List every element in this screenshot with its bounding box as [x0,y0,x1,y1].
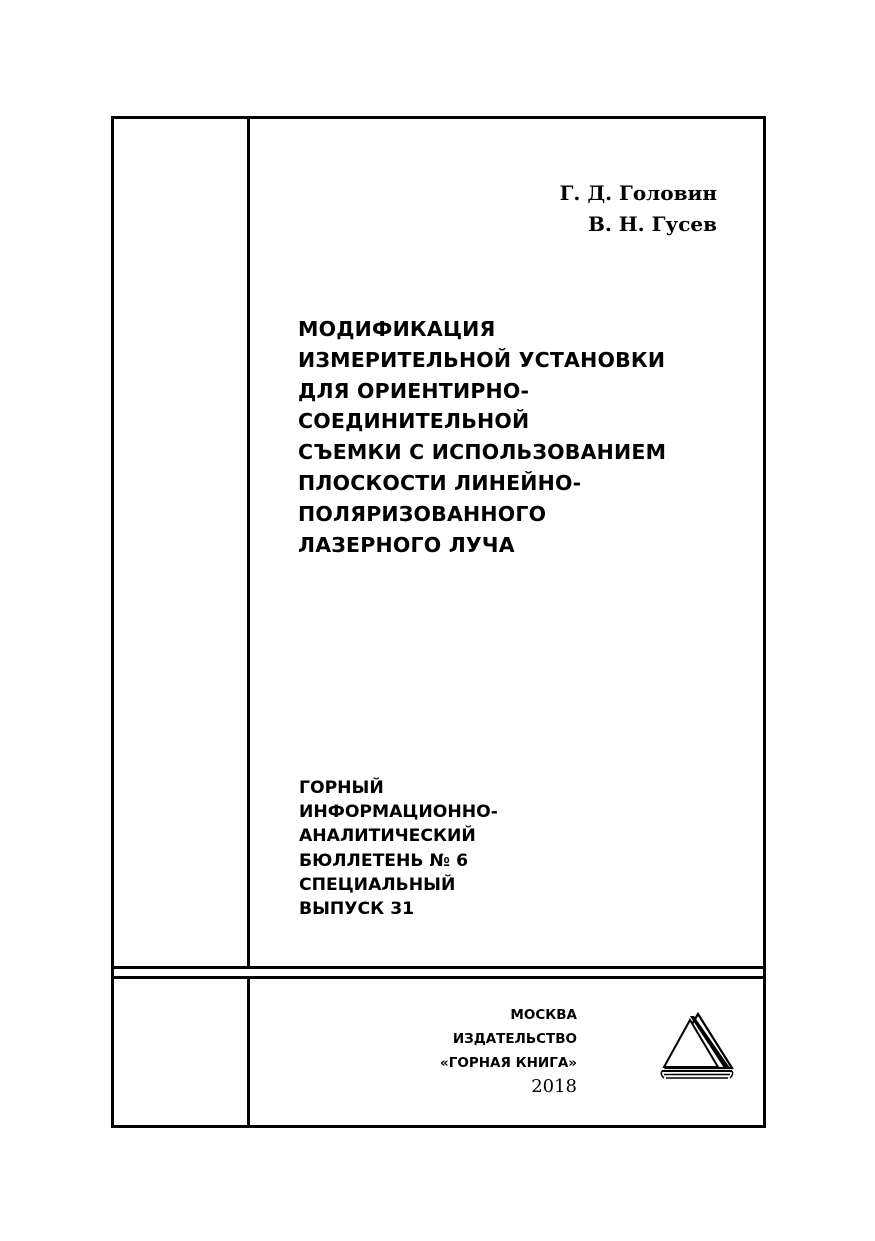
series-line: ИНФОРМАЦИОННО- [299,802,498,823]
publication-year: 2018 [531,1076,577,1097]
title-line: ПОЛЯРИЗОВАННОГО [298,501,547,526]
title-line: ПЛОСКОСТИ ЛИНЕЙНО- [298,470,582,495]
series-line: ГОРНЫЙ [299,778,384,798]
publisher-city: МОСКВА [510,1007,577,1023]
title-line: СОЕДИНИТЕЛЬНОЙ [298,409,530,434]
title-line: ЛАЗЕРНОГО ЛУЧА [298,532,515,557]
publisher-triangle-book-logo-icon [660,1010,735,1082]
publisher-label: ИЗДАТЕЛЬСТВО [452,1031,577,1047]
authors-block [560,178,717,240]
publisher-block [440,1003,577,1075]
title-line: МОДИФИКАЦИЯ [298,317,496,341]
horizontal-rule-bottom [111,976,763,979]
title-line: ДЛЯ ОРИЕНТИРНО- [298,378,530,403]
author-name: В. Н. Гусев [587,212,717,236]
series-line: БЮЛЛЕТЕНЬ № 6 [299,850,469,871]
series-line: АНАЛИТИЧЕСКИЙ [299,826,476,847]
book-title [298,314,738,560]
vertical-rule-upper [247,116,250,969]
title-line: СЪЕМКИ С ИСПОЛЬЗОВАНИЕМ [298,440,667,465]
author-name: Г. Д. Головин [559,181,717,205]
horizontal-rule-top [111,966,763,969]
series-line: ВЫПУСК 31 [299,899,415,920]
series-block [299,776,498,921]
series-line: СПЕЦИАЛЬНЫЙ [299,874,456,895]
title-line: ИЗМЕРИТЕЛЬНОЙ УСТАНОВКИ [298,347,666,372]
publisher-name: «ГОРНАЯ КНИГА» [440,1055,577,1071]
vertical-rule-lower [247,978,250,1125]
